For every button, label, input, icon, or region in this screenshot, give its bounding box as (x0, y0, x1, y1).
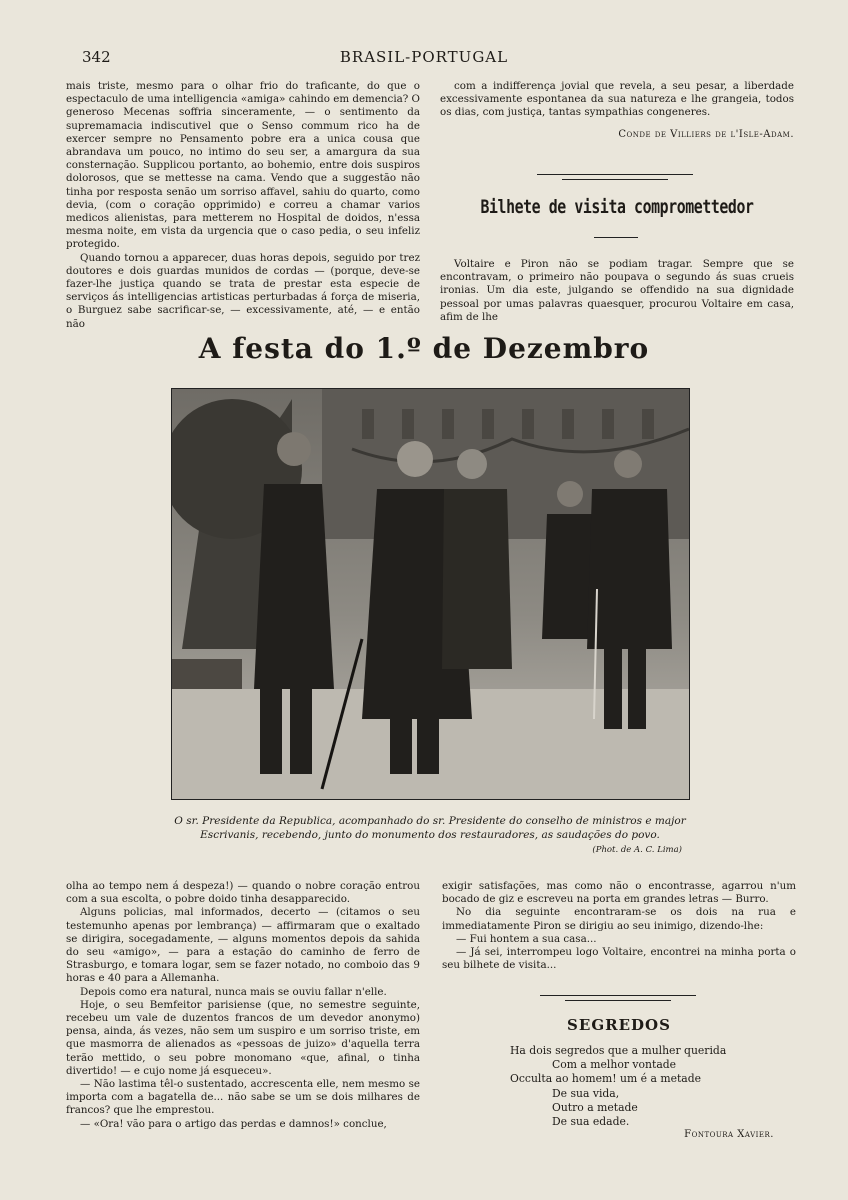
paragraph: Depois como era natural, nunca mais se ouviu fallar n'elle. (80, 985, 387, 998)
poem-line: De sua vida, (552, 1086, 620, 1100)
paragraph: exigir satisfações, mas como não o encontrasse, agarrou n'um bocado de giz e escreveu na porta em grandes letras — Burro. (442, 880, 796, 906)
poem-author: Fontoura Xavier. (684, 1129, 774, 1140)
voltaire-piron-story-top (440, 258, 794, 324)
section-title-bilhete: Bilhete de visita compromettedor (480, 196, 754, 218)
voltaire-piron-story-bottom (442, 880, 796, 972)
paragraph: Alguns policias, mal informados, decerto — (citamos o seu testemunho apenas por lembrança) — affirmaram que o exaltado se dirigira, socegadamente, — alguns momentos depois da sahida do seu «amigo», — para a estação do caminho de ferro de Strasburgo, e tomara logar, sem se fazer notado, no comboio das 9 horas e 40 para a Allemanha. (66, 906, 420, 985)
paragraph: com a indifferença jovial que revela, a seu pesar, a liberdade excessivamente espontanea da sua natureza e lhe grangeia, todos os dias, com justiça, tantas sympathias congeneres. (440, 80, 794, 119)
poem-line: De sua edade. (552, 1115, 630, 1129)
poem-title: SEGREDOS (567, 1016, 671, 1034)
paragraph: Quando tornou a apparecer, duas horas depois, seguido por trez doutores e dois guardas munidos de cordas — (porque, deve-se fazer-lhe justiça quando se trata de prestar esta especie de serviços ás intelligencias artisticas perturbadas á força de miseria, o Burguez sabe sacrificar-se, — excessivamente, até, — e então não (66, 251, 420, 330)
paragraph: Voltaire e Piron não se podiam tragar. Sempre que se encontravam, o primeiro não poupava o segundo ás suas crueis ironias. Um dia este, julgando se offendido na sua dignidade pessoal por umas palavras quaesquer, procurou Voltaire em casa, afim de lhe (440, 258, 794, 323)
photo-illustration (172, 389, 689, 799)
section-divider-rule (540, 995, 696, 996)
paragraph: — «Ora! vão para o artigo das perdas e damnos!» conclue, (80, 1117, 387, 1130)
running-title: BRASIL-PORTUGAL (339, 48, 509, 66)
section-divider-rule (565, 1000, 671, 1001)
poem-line: Ha dois segredos que a mulher querida (510, 1044, 727, 1057)
main-headline: A festa do 1.º de Dezembro (198, 332, 650, 365)
section-divider-rule (562, 179, 668, 180)
page-number: 342 (82, 48, 111, 66)
paragraph: — Fui hontem a sua casa... (456, 932, 597, 945)
paragraph: — Não lastima têl-o sustentado, accrescenta elle, nem mesmo se importa com a bagatella de... não sabe se um se dois milhares de francos? que lhe emprestou. (66, 1078, 420, 1117)
paragraph: No dia seguinte encontraram-se os dois na rua e immediatamente Piron se dirigiu ao seu inimigo, dizendo-lhe: (442, 906, 796, 932)
poem-line: Occulta ao homem! um é a metade (510, 1072, 702, 1086)
article-continuation-top-right (440, 80, 794, 141)
photo-credit: (Phot. de A. C. Lima) (592, 845, 682, 855)
article-signature: Conde de Villiers de l'Isle-Adam. (618, 128, 794, 140)
poem-segredos (510, 1044, 726, 1129)
paragraph: mais triste, mesmo para o olhar frio do traficante, do que o espectaculo de uma intelligencia «amiga» cahindo em demencia? O generoso Mecenas soffria sinceramente, — o sentimento da supremamacia indiscutivel que o Senso commum rico ha de exercer sempre no Pensamento pobre era a unica cousa que abrandava um pouco, no intimo do seu ser, a amargura da sua consternação. Supplicou portanto, ao bohemio, entre dois suspiros dolorosos, que se mettesse na cama. Vendo que a suggestão não tinha por resposta senão um sorriso affavel, sahiu do quarto, como devia, (com o coração opprimido) e correu a chamar varios medicos alienistas, para metterem no Hospital de doidos, n'essa mesma noite, em vista da urgencia que o caso pedia, o seu infeliz protegido. (66, 80, 420, 251)
poem-line: Outro a metade (552, 1100, 638, 1114)
page-header (0, 48, 848, 70)
news-photograph (171, 388, 690, 800)
paragraph: — Já sei, interrompeu logo Voltaire, encontrei na minha porta o seu bilhete de visita... (442, 946, 796, 972)
title-underline (594, 237, 638, 238)
photo-caption: O sr. Presidente da Republica, acompanhado do sr. Presidente do conselho de ministros e major Escrivanis, recebendo, junto do monumento dos restauradores, as saudações do povo. (174, 815, 686, 841)
article-continuation-bottom-left (66, 880, 420, 1131)
paragraph: olha ao tempo nem á despeza!) — quando o nobre coração entrou com a sua escolta, o pobre doido tinha desapparecido. (66, 880, 420, 906)
paragraph: Hoje, o seu Bemfeitor parisiense (que, no semestre seguinte, recebeu um vale de duzentos francos de um devedor anonymo) pensa, ainda, ás vezes, não sem um suspiro e um sorriso triste, em que masmorra de alienados as «pessoas de juizo» d'aquella terra terão mettido, o seu pobre monomano «que, afinal, o tinha divertido! — e cujo nome já esqueceu». (66, 998, 420, 1077)
poem-line: Com a melhor vontade (552, 1058, 677, 1072)
article-continuation-top-left (66, 80, 420, 331)
section-divider-rule (537, 174, 693, 175)
